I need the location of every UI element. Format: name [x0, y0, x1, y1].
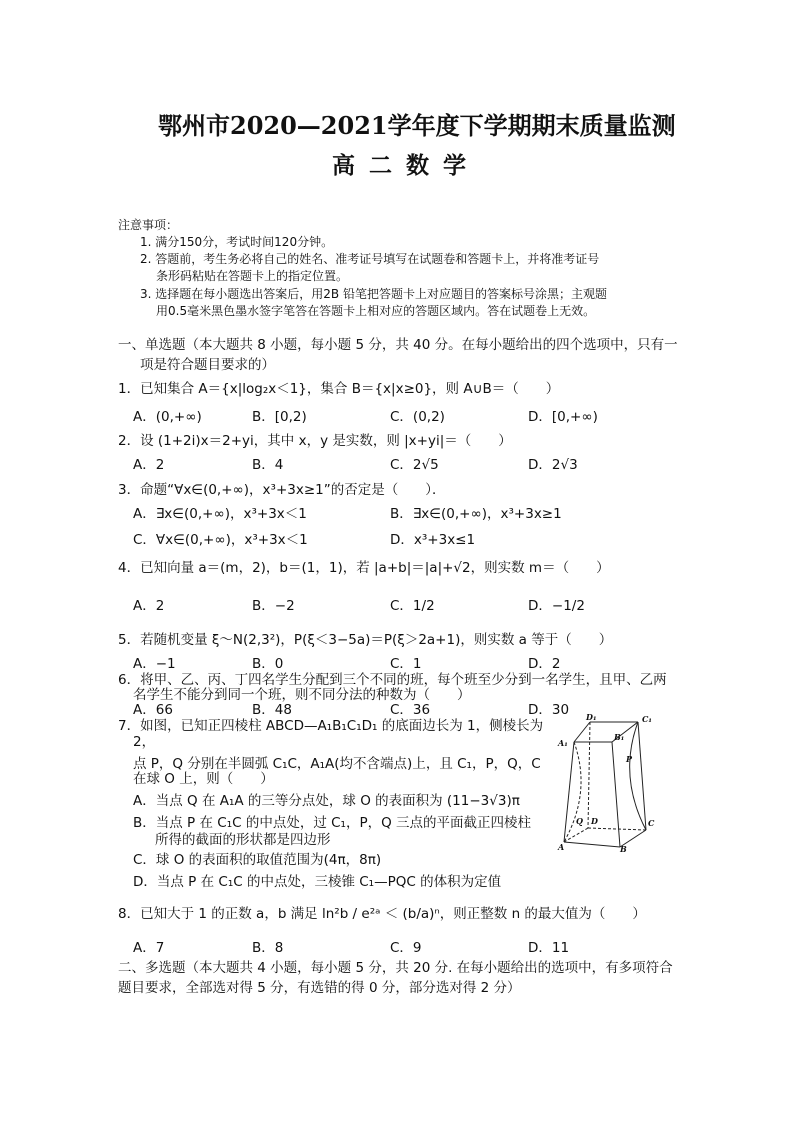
- label-D: D: [591, 816, 598, 826]
- label-P: P: [626, 754, 633, 764]
- option: B．[0,2): [252, 409, 307, 425]
- option: A．2: [133, 457, 165, 473]
- option: D．−1/2: [528, 598, 585, 614]
- option: B．0: [252, 656, 284, 672]
- page-subtitle: 高二数学: [332, 152, 480, 179]
- option: A．2: [133, 598, 165, 614]
- prism-figure: [556, 712, 666, 852]
- option: A．(0,+∞): [133, 409, 202, 425]
- label-B: B: [620, 844, 627, 852]
- question-stem: 5．若随机变量 ξ～N(2,3²)，P(ξ＜3−5a)＝P(ξ＞2a+1)，则实数 a 等于（ ）: [118, 632, 613, 648]
- option: D．11: [528, 940, 570, 956]
- label-C1: C₁: [642, 714, 652, 724]
- notice-item: 1. 满分150分，考试时间120分钟。: [140, 235, 334, 249]
- question-stem: 3．命题“∀x∈(0,+∞)，x³+3x≥1”的否定是（ ）．: [118, 482, 446, 498]
- notice-heading: 注意事项：: [118, 218, 179, 232]
- question-stem: 点 P，Q 分别在半圆弧 C₁C，A₁A(均不含端点)上，且 C₁，P，Q，C: [133, 756, 541, 772]
- option: A．当点 Q 在 A₁A 的三等分点处，球 O 的表面积为 (11−3√3)π: [133, 793, 520, 809]
- option: B．−2: [252, 598, 295, 614]
- option: C．36: [390, 702, 431, 718]
- label-C: C: [648, 818, 655, 828]
- page-title: 鄂州市2020—2021学年度下学期期末质量监测: [158, 111, 676, 140]
- question-stem: 在球 O 上，则（ ）: [133, 771, 274, 787]
- option: C．9: [390, 940, 422, 956]
- option: D．当点 P 在 C₁C 的中点处，三棱锥 C₁—PQC 的体积为定值: [133, 874, 502, 890]
- notice-item: 2. 答题前，考生务必将自己的姓名、准考证号填写在试题卷和答题卡上，并将准考证号: [140, 252, 600, 266]
- label-Q: Q: [576, 816, 583, 826]
- section-heading: 二、多选题（本大题共 4 小题，每小题 5 分，共 20 分. 在每小题给出的选项中，有多项符合: [118, 960, 673, 976]
- question-stem: 2．设 (1+2i)x＝2+yi，其中 x，y 是实数，则 |x+yi|＝（ ）: [118, 433, 512, 449]
- option: D．[0,+∞): [528, 409, 598, 425]
- notice-item: 3. 选择题在每小题选出答案后，用2B 铅笔把答题卡上对应题目的答案标号涂黑；主观题: [140, 287, 607, 301]
- section-heading: 题目要求，全部选对得 5 分，有选错的得 0 分，部分选对得 2 分）: [118, 980, 521, 996]
- option: B．4: [252, 457, 284, 473]
- question-stem: 7．如图，已知正四棱柱 ABCD—A₁B₁C₁D₁ 的底面边长为 1，侧棱长为: [118, 718, 544, 734]
- option: B．∃x∈(0,+∞)，x³+3x≥1: [390, 506, 562, 522]
- option: 所得的截面的形状都是四边形: [155, 832, 331, 848]
- section-heading: 一、单选题（本大题共 8 小题，每小题 5 分，共 40 分。在每小题给出的四个选项中，只有一: [118, 337, 678, 353]
- option: B．48: [252, 702, 292, 718]
- option: A．−1: [133, 656, 176, 672]
- option: C．2√5: [390, 457, 439, 473]
- option: D．x³+3x≤1: [390, 532, 476, 548]
- option: A．7: [133, 940, 165, 956]
- option: B．当点 P 在 C₁C 的中点处，过 C₁，P，Q 三点的平面截正四棱柱: [133, 815, 532, 831]
- option: D．30: [528, 702, 570, 718]
- label-A1: A₁: [558, 738, 568, 748]
- option: D．2√3: [528, 457, 578, 473]
- question-stem: 2，: [133, 734, 156, 750]
- question-stem: 4．已知向量 a＝(m，2)，b＝(1，1)，若 |a+b|＝|a|+√2，则实数 m＝（ ）: [118, 560, 610, 576]
- option: C．1/2: [390, 598, 435, 614]
- option: A．66: [133, 702, 173, 718]
- option: B．8: [252, 940, 284, 956]
- question-stem: 6．将甲、乙、丙、丁四名学生分配到三个不同的班，每个班至少分到一名学生，且甲、乙两: [118, 672, 667, 688]
- option: A．∃x∈(0,+∞)，x³+3x＜1: [133, 506, 307, 522]
- notice-item: 条形码粘贴在答题卡上的指定位置。: [156, 269, 349, 283]
- question-stem: 1．已知集合 A＝{x|log₂x＜1}，集合 B＝{x|x≥0}，则 A∪B＝（ ）: [118, 381, 560, 397]
- question-stem: 8．已知大于 1 的正数 a，b 满足 ln²b / e²ᵃ ＜ (b/a)ⁿ，则正整数 n 的最大值为（ ）: [118, 906, 646, 922]
- label-B1: B₁: [614, 732, 625, 742]
- section-heading: 项是符合题目要求的）: [140, 357, 275, 373]
- option: C．(0,2): [390, 409, 445, 425]
- option: C．1: [390, 656, 422, 672]
- option: C．∀x∈(0,+∞)，x³+3x＜1: [133, 532, 308, 548]
- option: C．球 O 的表面积的取值范围为(4π，8π): [133, 852, 382, 868]
- option: D．2: [528, 656, 561, 672]
- label-D1: D₁: [586, 712, 597, 722]
- label-A: A: [558, 842, 565, 852]
- question-stem: 名学生不能分到同一个班，则不同分法的种数为（ ）: [133, 687, 471, 703]
- notice-item: 用0.5毫米黑色墨水签字笔答在答题卡上相对应的答题区域内。答在试题卷上无效。: [156, 304, 596, 318]
